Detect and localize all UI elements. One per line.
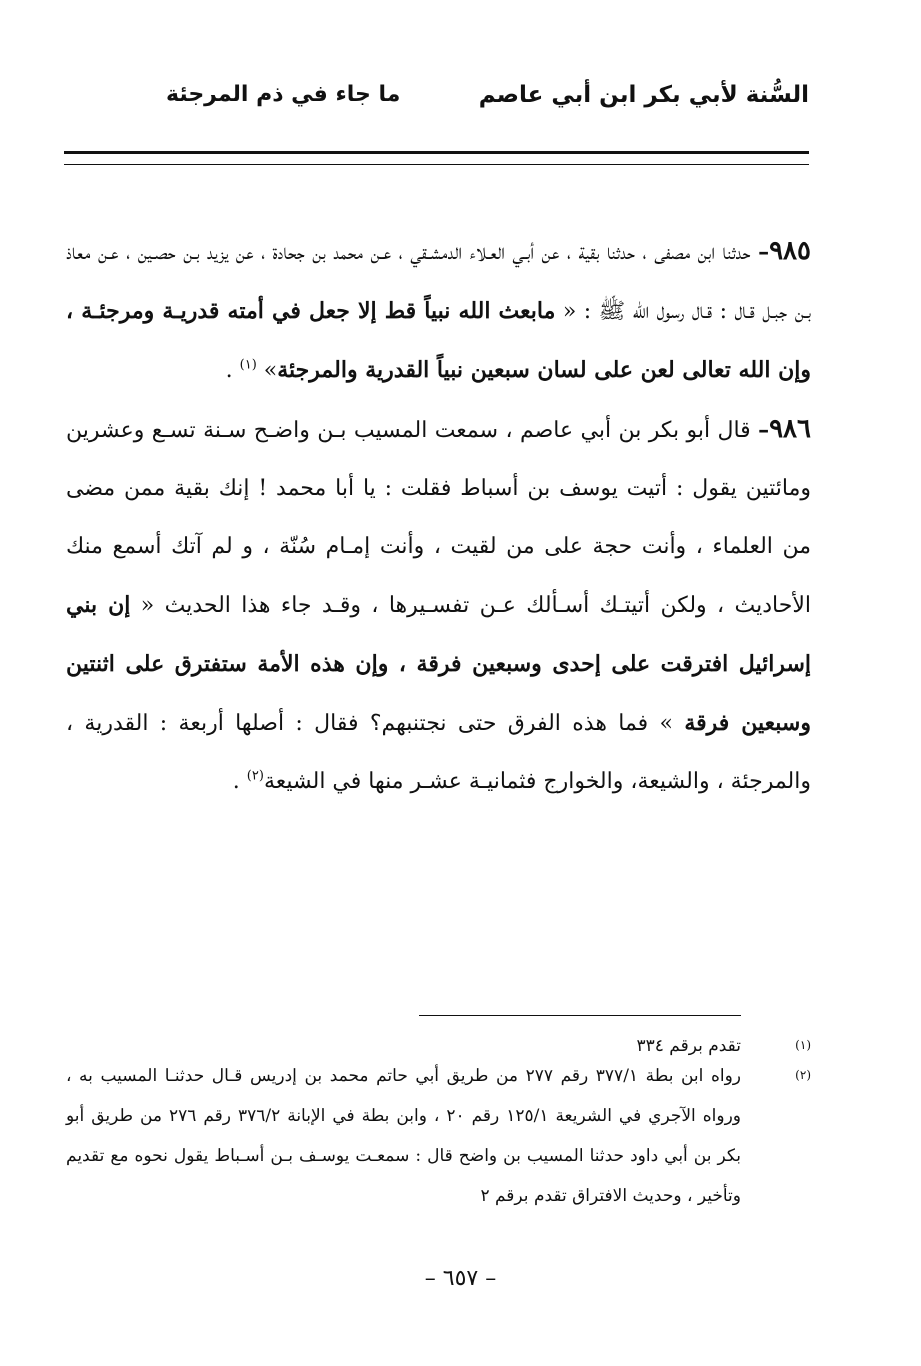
hadith-text-part2: » فما هذه الفرق حتى نجتنبهم؟ فقال : أصلها أربعة : القدرية ، والمرجئة ، والشيعة، والخوارج فثمانيـة عشـر منها في الشيعة	[66, 711, 811, 794]
hadith-985	[66, 222, 811, 400]
footnote-item	[66, 1066, 811, 1216]
hadith-dash: –	[758, 417, 770, 443]
hadith-dash: –	[758, 239, 770, 265]
footnote-text: تقدم برقم ٣٣٤	[636, 1036, 741, 1056]
footnote-text: رواه ابن بطة ٣٧٧/١ رقم ٢٧٧ من طريق أبي حاتم محمد بن إدريس قـال حدثنـا المسيب به ، ورواه الآجري في الشريعة ١٢٥/١ رقم ٢٠ ، وابن بطة في الإبانة ٣٧٦/٢ رقم ٢٧٦ من طريق أبو بكر بن أبي داود حدثنا المسيب بن واضح قال : سمعـت يوسـف بـن أسـباط يقول نحوه مع تقديم وتأخير ، وحديث الافتراق تقدم برقم ٢	[66, 1066, 742, 1206]
hadith-isnad: حدثنا ابن مصفى ، حدثنا بقية ، عن أبـي العـلاء الدمشـقي ، عـن محمد بن جحادة ، عن يزيد بـن حصـين ، عـن معاذ بـن جبـل قـال : قـال رسول الله ﷺ : «	[66, 240, 811, 324]
hadith-number: ٩٨٥	[769, 236, 811, 266]
sentence-end: .	[225, 358, 240, 383]
footnote-marker: (١)	[795, 1038, 811, 1052]
header-rule-thin	[64, 164, 809, 165]
book-title: السُّنة لأبي بكر ابن أبي عاصم	[478, 82, 809, 108]
hadith-matn: مابعث الله نبياً قط إلا جعل في أمته قدريـة ومرجئـة ، وإن الله تعالى لعن على لسان سبعين نبياً القدرية والمرجئة	[66, 298, 811, 383]
hadith-quote: إن بني إسرائيل افترقت على إحدى وسبعين فرقة ، وإن هذه الأمة ستفترق على اثنتين وسبعين فرقة	[66, 592, 811, 736]
footnote-ref[interactable]: (٢)	[246, 768, 264, 784]
footnotes	[66, 1036, 811, 1216]
sentence-end: .	[232, 769, 247, 794]
quote-close: »	[263, 358, 278, 383]
hadith-986	[66, 400, 811, 811]
page-number: – ٦٥٧ –	[424, 1266, 497, 1291]
main-text	[66, 222, 811, 811]
footnote-ref[interactable]: (١)	[239, 357, 257, 373]
header-rule-thick	[64, 151, 809, 154]
footnote-divider	[419, 1015, 741, 1016]
chapter-title: ما جاء في ذم المرجئة	[166, 82, 401, 107]
hadith-number: ٩٨٦	[769, 414, 811, 444]
hadith-text-part1: قال أبو بكر بن أبي عاصم ، سمعت المسيب بـن واضـح سـنة تسـع وعشرين ومائتين يقول : أتيت يوسف بن أسباط فقلت : يا أبا محمد ! إنك بقية ممن مضى من العلماء ، وأنت حجة على من لقيت ، وأنت إمـام سُنّة ، و لم آتك أسمع منك الأحاديث ، ولكن أتيتـك أسـألك عـن تفسـيرها ، وقـد جاء هذا الحديث «	[66, 418, 811, 618]
footnote-marker: (٢)	[795, 1068, 811, 1082]
